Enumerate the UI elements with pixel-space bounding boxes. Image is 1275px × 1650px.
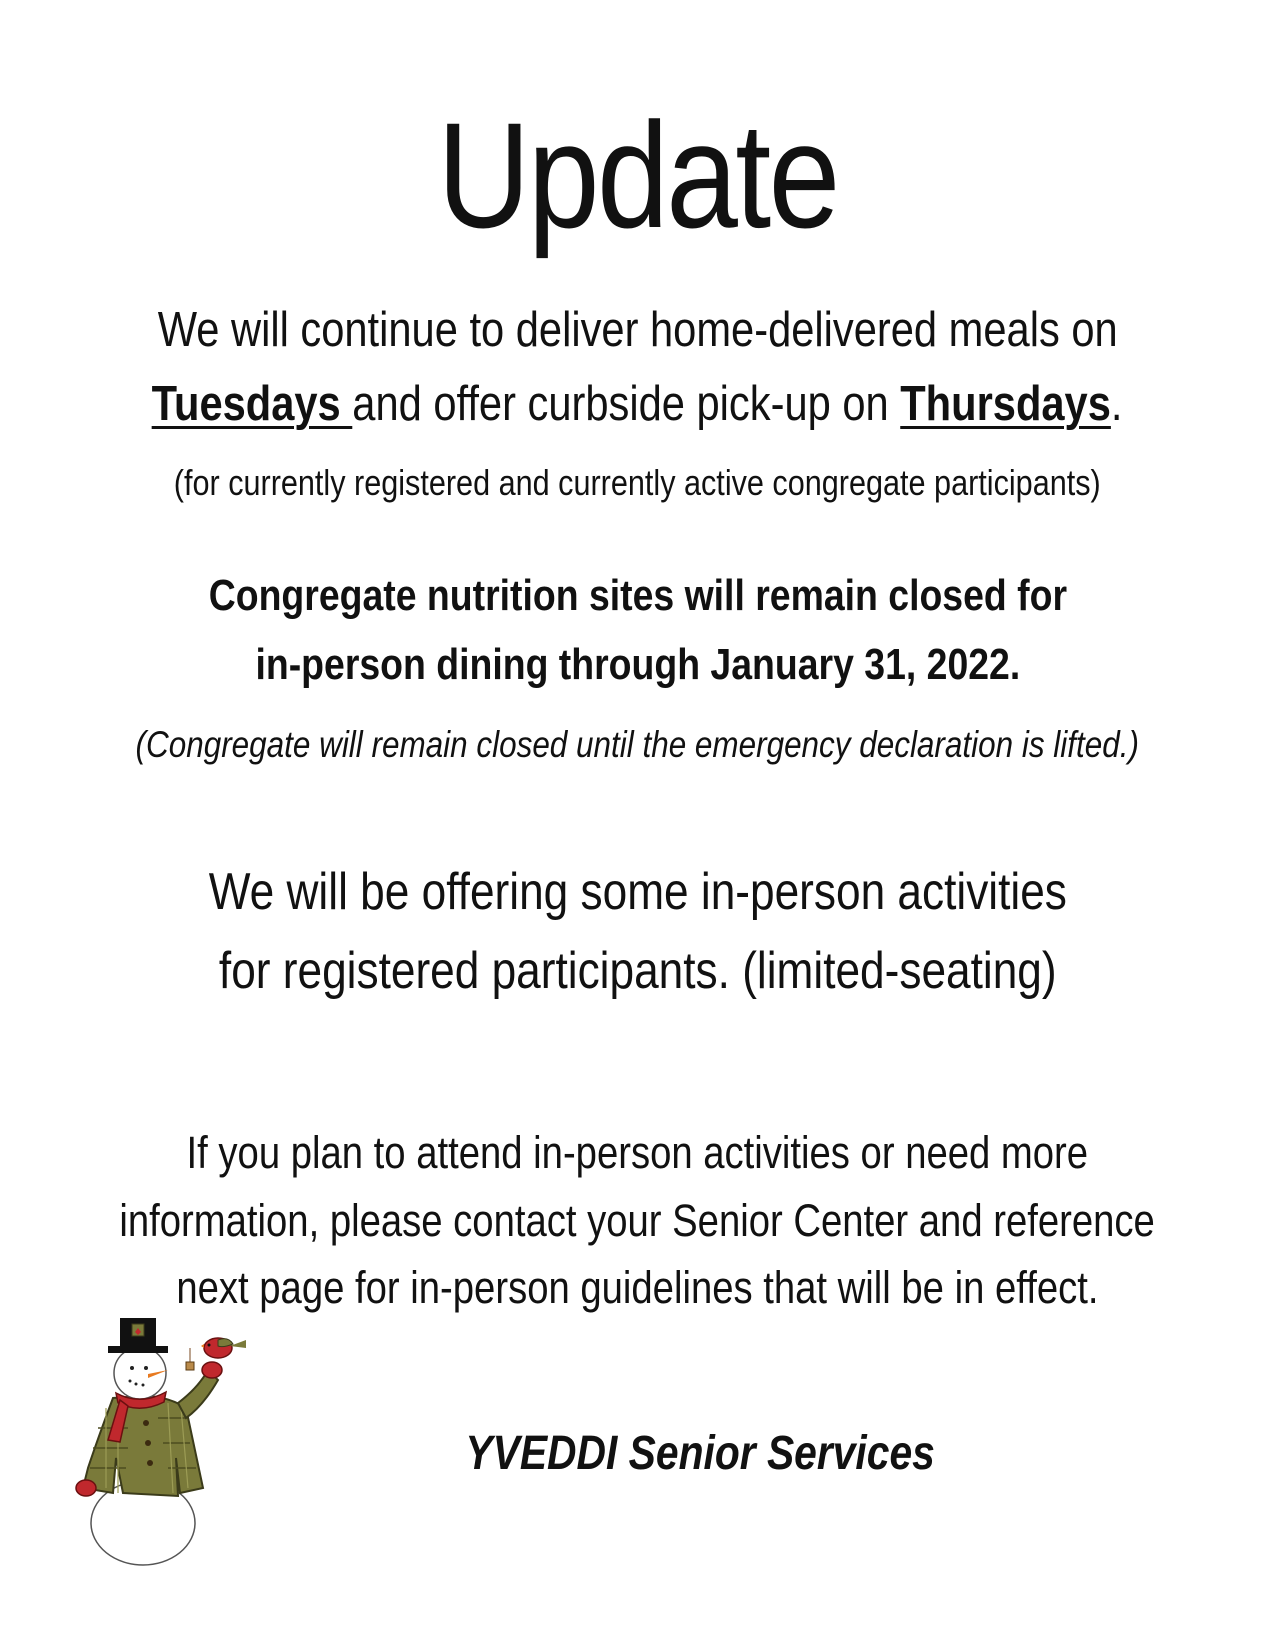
delivery-line-2 [0, 377, 1275, 431]
contact-text-1: If you plan to attend in-person activities or need more [186, 1127, 1089, 1178]
closure-line-2 [0, 640, 1275, 689]
closure-note [0, 726, 1275, 763]
delivery-line-1 [0, 303, 1275, 357]
delivery-text-1: We will continue to deliver home-delivered meals on [157, 303, 1118, 357]
delivery-mid-text: and offer curbside pick-up on [352, 377, 901, 431]
tuesdays-label: Tuesdays [152, 377, 353, 431]
thursdays-label: Thursdays [900, 377, 1112, 431]
delivery-note-text: (for currently registered and currently active congregate participants) [174, 462, 1101, 503]
activities-text-2: for registered participants. (limited-seating) [218, 942, 1057, 1000]
delivery-end-text: . [1111, 377, 1123, 431]
signature [300, 1427, 1100, 1480]
activities-text-1: We will be offering some in-person activities [208, 863, 1067, 921]
closure-text-2: in-person dining through January 31, 2022. [255, 640, 1020, 689]
contact-line-2 [0, 1195, 1275, 1246]
contact-text-2: information, please contact your Senior Center and reference [119, 1195, 1156, 1246]
delivery-text-2 [152, 377, 1123, 431]
signature-text: YVEDDI Senior Services [465, 1427, 935, 1480]
page-title: Update [437, 91, 838, 259]
closure-note-text: (Congregate will remain closed until the emergency declaration is lifted.) [135, 724, 1140, 765]
activities-line-1 [0, 863, 1275, 921]
contact-line-3 [0, 1262, 1275, 1313]
contact-line-1 [0, 1127, 1275, 1178]
closure-text-1: Congregate nutrition sites will remain closed for [208, 571, 1067, 620]
activities-line-2 [0, 942, 1275, 1000]
contact-text-3: next page for in-person guidelines that will be in effect. [176, 1262, 1099, 1313]
snowman-icon [68, 1318, 268, 1568]
delivery-note [0, 462, 1275, 503]
closure-line-1 [0, 571, 1275, 620]
